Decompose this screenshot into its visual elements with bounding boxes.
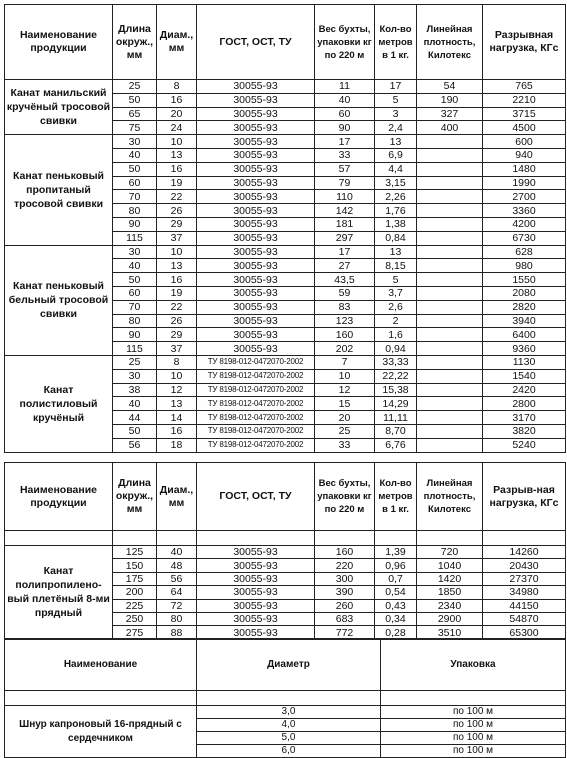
length-cell: 30 [113,245,157,259]
length-cell: 60 [113,286,157,300]
table-header-row [5,463,566,531]
meters-cell: 11,11 [375,411,417,425]
diameter-cell: 16 [157,424,197,438]
load-cell: 3940 [483,314,566,328]
diameter-cell: 22 [157,190,197,204]
meters-cell: 6,76 [375,438,417,452]
header-name: Наименование [5,639,197,691]
empty-cell [5,531,113,546]
diameter-cell: 10 [157,135,197,149]
meters-cell: 13 [375,245,417,259]
meters-cell: 1,6 [375,328,417,342]
load-cell: 1990 [483,176,566,190]
standard-cell: 30055-93 [197,231,315,245]
load-cell: 2700 [483,190,566,204]
diameter-cell: 64 [157,586,197,599]
load-cell: 65300 [483,626,566,639]
standard-cell: 30055-93 [197,286,315,300]
header-name: Наименование продукции [5,463,113,531]
length-cell: 80 [113,314,157,328]
table-row [5,80,566,94]
table-row [5,245,566,259]
standard-cell: 30055-93 [197,300,315,314]
load-cell: 3170 [483,411,566,425]
spacer-row [5,691,566,706]
load-cell: 3715 [483,107,566,121]
length-cell: 65 [113,107,157,121]
diameter-cell: 5,0 [197,732,381,745]
header-diameter: Диаметр [197,639,381,691]
diameter-cell: 13 [157,148,197,162]
load-cell: 5240 [483,438,566,452]
weight-cell: 772 [315,626,375,639]
standard-cell: 30055-93 [197,135,315,149]
meters-cell: 3 [375,107,417,121]
diameter-cell: 14 [157,411,197,425]
density-cell: 3510 [417,626,483,639]
density-cell [417,176,483,190]
diameter-cell: 16 [157,273,197,287]
meters-cell: 2 [375,314,417,328]
density-cell [417,369,483,383]
density-cell [417,397,483,411]
standard-cell: 30055-93 [197,190,315,204]
weight-cell: 683 [315,612,375,625]
load-cell: 14260 [483,546,566,559]
length-cell: 40 [113,397,157,411]
diameter-cell: 16 [157,162,197,176]
product-name: Канат пеньковый пропитаный тросовой свивки [5,135,113,245]
length-cell: 60 [113,176,157,190]
load-cell: 980 [483,259,566,273]
weight-cell: 15 [315,397,375,411]
meters-cell: 33,33 [375,355,417,369]
weight-cell: 390 [315,586,375,599]
load-cell: 4500 [483,121,566,135]
meters-cell: 15,38 [375,383,417,397]
header-standard: ГОСТ, ОСТ, ТУ [197,463,315,531]
length-cell: 44 [113,411,157,425]
meters-cell: 17 [375,80,417,94]
standard-cell: ТУ 8198-012-0472070-2002 [197,438,315,452]
standard-cell: 30055-93 [197,273,315,287]
packaging-cell: по 100 м [381,745,566,758]
meters-cell: 0,7 [375,572,417,585]
standard-cell: ТУ 8198-012-0472070-2002 [197,355,315,369]
load-cell: 1130 [483,355,566,369]
meters-cell: 2,6 [375,300,417,314]
standard-cell: 30055-93 [197,626,315,639]
empty-cell [381,691,566,706]
length-cell: 80 [113,204,157,218]
diameter-cell: 22 [157,300,197,314]
density-cell: 54 [417,80,483,94]
meters-cell: 6,9 [375,148,417,162]
header-meters: Кол-во метров в 1 кг. [375,463,417,531]
load-cell: 20430 [483,559,566,572]
load-cell: 628 [483,245,566,259]
diameter-cell: 19 [157,176,197,190]
standard-cell: 30055-93 [197,217,315,231]
header-packaging: Упаковка [381,639,566,691]
empty-cell [315,531,375,546]
density-cell: 400 [417,121,483,135]
length-cell: 90 [113,328,157,342]
weight-cell: 40 [315,93,375,107]
weight-cell: 17 [315,245,375,259]
diameter-cell: 8 [157,355,197,369]
meters-cell: 1,38 [375,217,417,231]
length-cell: 250 [113,612,157,625]
standard-cell: 30055-93 [197,245,315,259]
meters-cell: 3,15 [375,176,417,190]
density-cell [417,424,483,438]
weight-cell: 25 [315,424,375,438]
meters-cell: 8,70 [375,424,417,438]
load-cell: 2820 [483,300,566,314]
header-weight: Вес бухты, упаковки кг по 220 м [315,5,375,80]
density-cell: 720 [417,546,483,559]
density-cell: 327 [417,107,483,121]
meters-cell: 2,4 [375,121,417,135]
load-cell: 9360 [483,342,566,356]
polypropylene-rope-table [4,462,566,640]
weight-cell: 83 [315,300,375,314]
header-density: Линейная плотность, Килотекс [417,463,483,531]
length-cell: 200 [113,586,157,599]
weight-cell: 27 [315,259,375,273]
weight-cell: 60 [315,107,375,121]
load-cell: 44150 [483,599,566,612]
header-meters: Кол-во метров в 1 кг. [375,5,417,80]
length-cell: 75 [113,121,157,135]
weight-cell: 90 [315,121,375,135]
header-diameter: Диам., мм [157,463,197,531]
spacer-row [5,531,566,546]
weight-cell: 297 [315,231,375,245]
density-cell [417,355,483,369]
empty-cell [113,531,157,546]
density-cell [417,190,483,204]
load-cell: 2420 [483,383,566,397]
length-cell: 25 [113,355,157,369]
load-cell: 27370 [483,572,566,585]
weight-cell: 33 [315,438,375,452]
meters-cell: 5 [375,93,417,107]
weight-cell: 300 [315,572,375,585]
weight-cell: 57 [315,162,375,176]
load-cell: 3360 [483,204,566,218]
diameter-cell: 37 [157,342,197,356]
load-cell: 1540 [483,369,566,383]
length-cell: 175 [113,572,157,585]
weight-cell: 110 [315,190,375,204]
load-cell: 1550 [483,273,566,287]
meters-cell: 0,28 [375,626,417,639]
density-cell [417,300,483,314]
table-row [5,706,566,719]
meters-cell: 5 [375,273,417,287]
weight-cell: 12 [315,383,375,397]
diameter-cell: 26 [157,204,197,218]
density-cell [417,342,483,356]
length-cell: 40 [113,259,157,273]
diameter-cell: 10 [157,245,197,259]
diameter-cell: 16 [157,93,197,107]
density-cell [417,217,483,231]
weight-cell: 17 [315,135,375,149]
header-standard: ГОСТ, ОСТ, ТУ [197,5,315,80]
length-cell: 115 [113,231,157,245]
load-cell: 765 [483,80,566,94]
density-cell [417,328,483,342]
diameter-cell: 3,0 [197,706,381,719]
standard-cell: 30055-93 [197,176,315,190]
weight-cell: 33 [315,148,375,162]
packaging-cell: по 100 м [381,719,566,732]
density-cell: 2340 [417,599,483,612]
density-cell [417,204,483,218]
length-cell: 30 [113,369,157,383]
length-cell: 115 [113,342,157,356]
standard-cell: 30055-93 [197,107,315,121]
length-cell: 125 [113,546,157,559]
empty-cell [483,531,566,546]
table-row [5,135,566,149]
meters-cell: 13 [375,135,417,149]
load-cell: 1480 [483,162,566,176]
density-cell [417,135,483,149]
packaging-cell: по 100 м [381,706,566,719]
diameter-cell: 18 [157,438,197,452]
load-cell: 2210 [483,93,566,107]
diameter-cell: 24 [157,121,197,135]
standard-cell: 30055-93 [197,93,315,107]
load-cell: 6400 [483,328,566,342]
density-cell [417,438,483,452]
density-cell: 2900 [417,612,483,625]
diameter-cell: 80 [157,612,197,625]
density-cell: 1040 [417,559,483,572]
load-cell: 3820 [483,424,566,438]
diameter-cell: 10 [157,369,197,383]
length-cell: 40 [113,148,157,162]
weight-cell: 11 [315,80,375,94]
meters-cell: 0,84 [375,231,417,245]
diameter-cell: 29 [157,328,197,342]
diameter-cell: 8 [157,80,197,94]
diameter-cell: 72 [157,599,197,612]
header-length: Длина окруж., мм [113,463,157,531]
diameter-cell: 26 [157,314,197,328]
standard-cell: 30055-93 [197,328,315,342]
weight-cell: 7 [315,355,375,369]
header-density: Линейная плотность, Килотекс [417,5,483,80]
standard-cell: 30055-93 [197,314,315,328]
empty-cell [157,531,197,546]
diameter-cell: 40 [157,546,197,559]
diameter-cell: 12 [157,383,197,397]
density-cell: 1850 [417,586,483,599]
table-header-row [5,5,566,80]
empty-cell [197,691,381,706]
diameter-cell: 13 [157,397,197,411]
diameter-cell: 29 [157,217,197,231]
length-cell: 70 [113,300,157,314]
load-cell: 54870 [483,612,566,625]
standard-cell: 30055-93 [197,612,315,625]
standard-cell: ТУ 8198-012-0472070-2002 [197,424,315,438]
weight-cell: 59 [315,286,375,300]
meters-cell: 22,22 [375,369,417,383]
load-cell: 6730 [483,231,566,245]
header-diameter: Диам., мм [157,5,197,80]
product-name: Канат полипропилено-вый плетёный 8-ми прядный [5,546,113,640]
diameter-cell: 6,0 [197,745,381,758]
weight-cell: 160 [315,546,375,559]
length-cell: 30 [113,135,157,149]
load-cell: 4200 [483,217,566,231]
length-cell: 25 [113,80,157,94]
standard-cell: 30055-93 [197,546,315,559]
meters-cell: 0,94 [375,342,417,356]
cord-table [4,638,566,758]
standard-cell: 30055-93 [197,204,315,218]
table-row [5,355,566,369]
meters-cell: 3,7 [375,286,417,300]
meters-cell: 1,76 [375,204,417,218]
density-cell [417,231,483,245]
length-cell: 38 [113,383,157,397]
length-cell: 50 [113,93,157,107]
diameter-cell: 56 [157,572,197,585]
diameter-cell: 88 [157,626,197,639]
standard-cell: ТУ 8198-012-0472070-2002 [197,383,315,397]
product-name: Канат пеньковый бельный тросовой свивки [5,245,113,355]
density-cell [417,162,483,176]
diameter-cell: 20 [157,107,197,121]
weight-cell: 123 [315,314,375,328]
empty-cell [5,691,197,706]
density-cell [417,245,483,259]
density-cell [417,411,483,425]
packaging-cell: по 100 м [381,732,566,745]
diameter-cell: 13 [157,259,197,273]
standard-cell: 30055-93 [197,259,315,273]
weight-cell: 79 [315,176,375,190]
table-header-row [5,639,566,691]
load-cell: 600 [483,135,566,149]
standard-cell: 30055-93 [197,148,315,162]
density-cell [417,259,483,273]
meters-cell: 14,29 [375,397,417,411]
header-length: Длина окруж., мм [113,5,157,80]
standard-cell: ТУ 8198-012-0472070-2002 [197,369,315,383]
standard-cell: ТУ 8198-012-0472070-2002 [197,397,315,411]
load-cell: 940 [483,148,566,162]
meters-cell: 0,43 [375,599,417,612]
header-name: Наименование продукции [5,5,113,80]
weight-cell: 160 [315,328,375,342]
diameter-cell: 4,0 [197,719,381,732]
length-cell: 56 [113,438,157,452]
product-name: Канат манильский кручёный тросовой свивки [5,80,113,135]
load-cell: 34980 [483,586,566,599]
header-weight: Вес бухты, упаковки кг по 220 м [315,463,375,531]
empty-cell [197,531,315,546]
weight-cell: 220 [315,559,375,572]
standard-cell: 30055-93 [197,572,315,585]
weight-cell: 202 [315,342,375,356]
product-name: Канат полистиловый кручёный [5,355,113,452]
diameter-cell: 19 [157,286,197,300]
weight-cell: 181 [315,217,375,231]
density-cell [417,148,483,162]
density-cell [417,383,483,397]
empty-cell [375,531,417,546]
length-cell: 90 [113,217,157,231]
length-cell: 70 [113,190,157,204]
weight-cell: 10 [315,369,375,383]
rope-spec-table [4,4,566,453]
standard-cell: 30055-93 [197,162,315,176]
weight-cell: 20 [315,411,375,425]
standard-cell: 30055-93 [197,586,315,599]
meters-cell: 4,4 [375,162,417,176]
length-cell: 225 [113,599,157,612]
length-cell: 50 [113,273,157,287]
meters-cell: 0,54 [375,586,417,599]
density-cell [417,314,483,328]
weight-cell: 43,5 [315,273,375,287]
load-cell: 2080 [483,286,566,300]
diameter-cell: 48 [157,559,197,572]
standard-cell: 30055-93 [197,559,315,572]
weight-cell: 142 [315,204,375,218]
meters-cell: 2,26 [375,190,417,204]
table-row [5,546,566,559]
product-name: Шнур капроновый 16-прядный с сердечником [5,706,197,758]
header-load: Разрывная нагрузка, КГс [483,5,566,80]
empty-cell [417,531,483,546]
length-cell: 275 [113,626,157,639]
meters-cell: 0,34 [375,612,417,625]
length-cell: 50 [113,424,157,438]
weight-cell: 260 [315,599,375,612]
standard-cell: 30055-93 [197,121,315,135]
meters-cell: 1,39 [375,546,417,559]
density-cell [417,273,483,287]
density-cell: 190 [417,93,483,107]
load-cell: 2800 [483,397,566,411]
standard-cell: ТУ 8198-012-0472070-2002 [197,411,315,425]
density-cell [417,286,483,300]
meters-cell: 0,96 [375,559,417,572]
density-cell: 1420 [417,572,483,585]
standard-cell: 30055-93 [197,342,315,356]
diameter-cell: 37 [157,231,197,245]
standard-cell: 30055-93 [197,599,315,612]
standard-cell: 30055-93 [197,80,315,94]
header-load: Разрыв-ная нагрузка, КГс [483,463,566,531]
length-cell: 50 [113,162,157,176]
meters-cell: 8,15 [375,259,417,273]
length-cell: 150 [113,559,157,572]
